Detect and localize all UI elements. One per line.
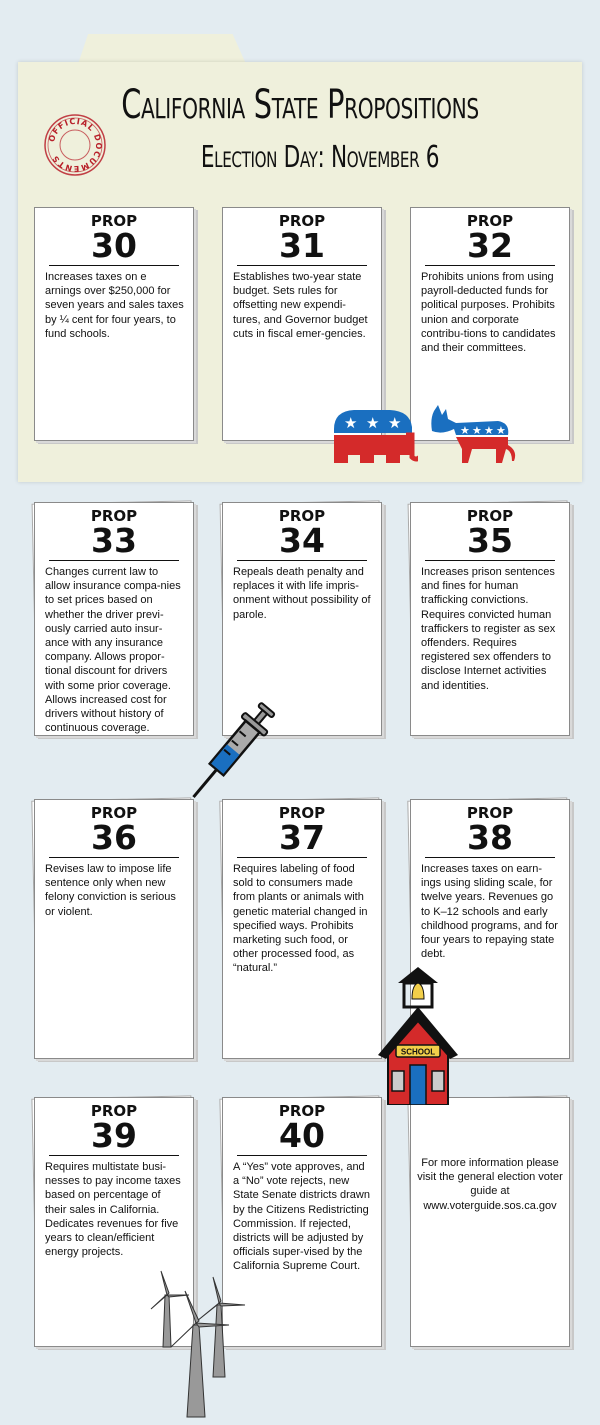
- prop-card-37: [222, 799, 382, 1059]
- prop-number: 35: [467, 521, 513, 560]
- divider: [425, 857, 555, 858]
- svg-text:★: ★: [484, 425, 494, 437]
- prop-number: 34: [279, 521, 325, 560]
- prop-label: PROP: [90, 507, 138, 525]
- svg-text:★: ★: [460, 425, 470, 437]
- schoolhouse-icon: [376, 955, 460, 1105]
- divider: [425, 265, 555, 266]
- prop-number: 37: [279, 818, 325, 857]
- prop-description: Increases prison sentences and fines for human trafficking convictions. Requires convicted human traffickers to register as sex offenders. Requires registered sex offenders to disclose Internet activities and identities.: [421, 566, 556, 692]
- prop-number: 39: [91, 1116, 137, 1155]
- official-documents-stamp-icon: [40, 110, 110, 180]
- svg-text:★: ★: [496, 425, 506, 437]
- divider: [49, 857, 179, 858]
- divider: [49, 560, 179, 561]
- prop-number: 36: [91, 818, 137, 857]
- prop-label: PROP: [278, 804, 326, 822]
- prop-number: 31: [279, 226, 325, 265]
- prop-description: Increases taxes on earn-ings using sliding scale, for twelve years. Revenues go to K–12 schools and early childhood programs, and for four years to repaying state debt.: [421, 863, 558, 961]
- prop-number: 33: [91, 521, 137, 560]
- prop-number: 32: [467, 226, 513, 265]
- prop-number: 40: [279, 1116, 325, 1155]
- svg-text:OFFICIAL DOCUMENTS: OFFICIAL DOCUMENTS: [47, 116, 104, 174]
- prop-label: PROP: [90, 804, 138, 822]
- prop-description: Requires labeling of food sold to consumers made from plants or animals with genetic material changed in specified ways. Prohibits marketing such food, or other processed food, as “natural.”: [233, 863, 368, 975]
- svg-text:★: ★: [388, 415, 402, 432]
- prop-label: PROP: [466, 507, 514, 525]
- prop-label: PROP: [278, 1102, 326, 1120]
- divider: [49, 265, 179, 266]
- info-text[interactable]: For more information please visit the general election voter guide at www.voterguide.sos.ca.gov: [417, 1157, 563, 1212]
- prop-card-36: [34, 799, 194, 1059]
- prop-description: Repeals death penalty and replaces it with life impris-onment without possibility of parole.: [233, 566, 371, 621]
- svg-text:★: ★: [472, 425, 482, 437]
- prop-description: Requires multistate busi-nesses to pay income taxes based on percentage of their sales in California. Dedicates revenues for five years to clean/efficient energy projects.: [45, 1161, 181, 1259]
- prop-description: A “Yes” vote approves, and a “No” vote rejects, new State Senate districts drawn by the Citizens Redistricting Commission. If rejected, districts will be adjusted by officials super-vised by the California Supreme Court.: [233, 1161, 370, 1273]
- folder-tab: [78, 34, 246, 64]
- divider: [237, 265, 367, 266]
- info-card: [410, 1097, 570, 1347]
- page-title: California State Propositions: [121, 82, 479, 128]
- prop-description: Establishes two-year state budget. Sets rules for offsetting new expendi-tures, and Governor budget cuts in fiscal emer-gencies.: [233, 271, 368, 340]
- prop-card-35: [410, 502, 570, 736]
- prop-card-30: [34, 207, 194, 441]
- prop-card-33: [34, 502, 194, 736]
- page-subtitle: Election Day: November 6: [200, 140, 440, 175]
- divider: [237, 1155, 367, 1156]
- prop-label: PROP: [90, 212, 138, 230]
- syringe-icon: [178, 690, 283, 815]
- prop-description: Revises law to impose life sentence only when new felony conviction is serious or violent.: [45, 863, 176, 918]
- svg-text:★: ★: [366, 415, 380, 432]
- prop-label: PROP: [278, 507, 326, 525]
- divider: [237, 560, 367, 561]
- divider: [49, 1155, 179, 1156]
- prop-number: 30: [91, 226, 137, 265]
- svg-text:★: ★: [344, 415, 358, 432]
- democrat-donkey-icon: [428, 405, 518, 467]
- prop-description: Changes current law to allow insurance compa-nies to set prices based on whether the driver previ-ously carried auto insur-ance with any insurance company. Allows propor-tional discount for drivers with some prior coverage. Allows increased cost for drivers without history of continuous coverage.: [45, 566, 181, 735]
- prop-number: 38: [467, 818, 513, 857]
- wind-turbines-icon: [145, 1265, 255, 1425]
- divider: [237, 857, 367, 858]
- divider: [425, 560, 555, 561]
- prop-label: PROP: [278, 212, 326, 230]
- prop-description: Increases taxes on e arnings over $250,000 for seven years and sales taxes by ¼ cent for four years, to fund schools.: [45, 271, 184, 340]
- prop-label: PROP: [90, 1102, 138, 1120]
- school-sign-text: SCHOOL: [400, 1047, 436, 1057]
- republican-elephant-icon: [330, 405, 418, 465]
- prop-description: Prohibits unions from using payroll-deducted funds for political purposes. Prohibits union and corporate contribu-tions to candidates and their committees.: [421, 271, 556, 355]
- prop-label: PROP: [466, 804, 514, 822]
- prop-label: PROP: [466, 212, 514, 230]
